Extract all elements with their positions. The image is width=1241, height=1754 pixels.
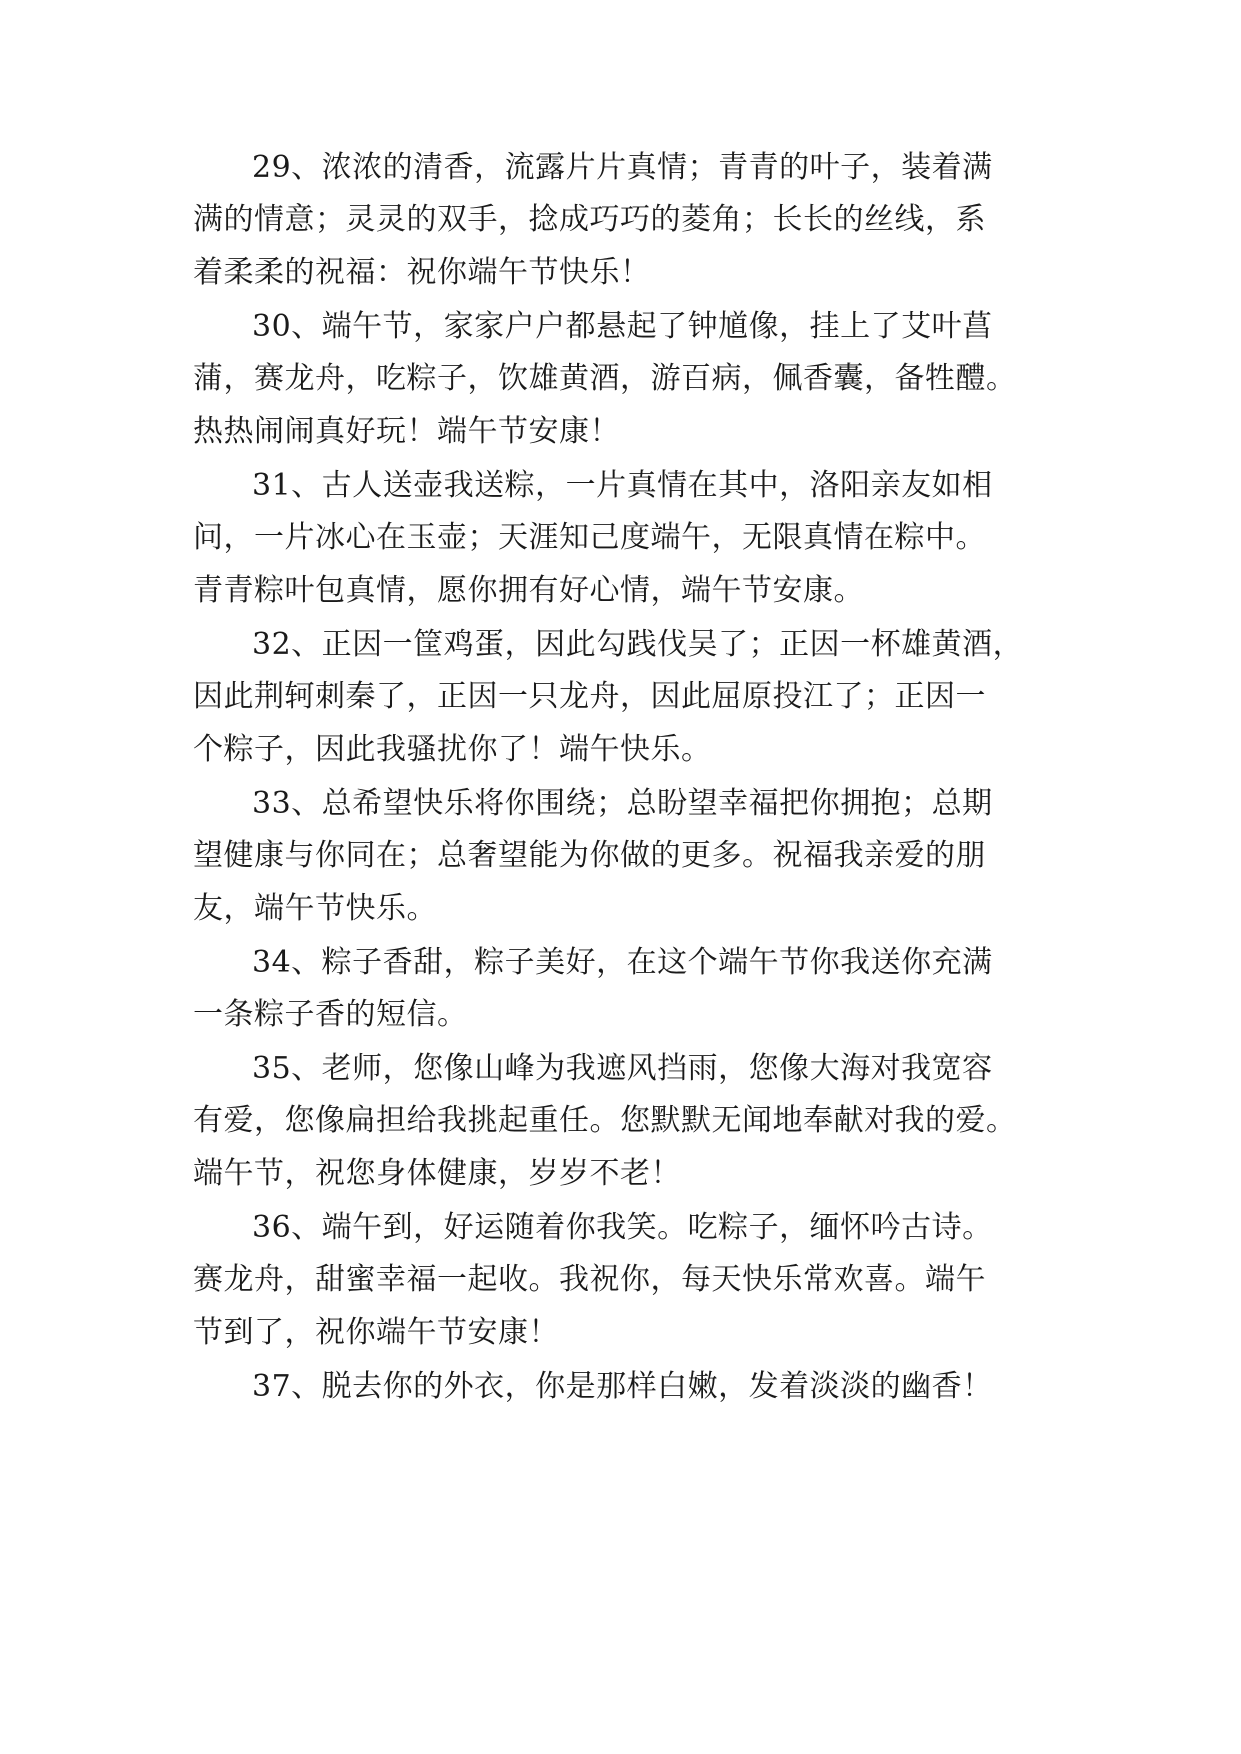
paragraph-32-line-1: 32、正因一筐鸡蛋，因此勾践伐吴了；正因一杯雄黄酒， — [252, 627, 1024, 662]
paragraph-36-line-1: 36、端午到，好运随着你我笑。吃粽子，缅怀吟古诗。 — [252, 1210, 993, 1245]
paragraph-31-line-3: 青青粽叶包真情，愿你拥有好心情，端午节安康。 — [193, 573, 864, 608]
paragraph-33-line-3: 友，端午节快乐。 — [193, 891, 437, 926]
paragraph-32-line-2: 因此荆轲刺秦了，正因一只龙舟，因此屈原投江了；正因一 — [193, 679, 986, 714]
paragraph-33-line-2: 望健康与你同在；总奢望能为你做的更多。祝福我亲爱的朋 — [193, 838, 986, 873]
paragraph-37-line-1: 37、脱去你的外衣，你是那样白嫩，发着淡淡的幽香！ — [252, 1369, 993, 1404]
paragraph-29-line-1: 29、浓浓的清香，流露片片真情；青青的叶子，装着满 — [252, 150, 993, 185]
paragraph-29-line-2: 满的情意；灵灵的双手，捻成巧巧的菱角；长长的丝线，系 — [193, 202, 986, 237]
paragraph-35-line-1: 35、老师，您像山峰为我遮风挡雨，您像大海对我宽容 — [252, 1051, 993, 1086]
paragraph-30-line-1: 30、端午节，家家户户都悬起了钟馗像，挂上了艾叶菖 — [252, 309, 993, 344]
paragraph-34-line-2: 一条粽子香的短信。 — [193, 997, 468, 1032]
paragraph-32-line-3: 个粽子，因此我骚扰你了！端午快乐。 — [193, 732, 712, 767]
paragraph-33-line-1: 33、总希望快乐将你围绕；总盼望幸福把你拥抱；总期 — [252, 786, 993, 821]
paragraph-36-line-3: 节到了，祝你端午节安康！ — [193, 1315, 559, 1350]
paragraph-30-line-3: 热热闹闹真好玩！端午节安康！ — [193, 414, 620, 449]
paragraph-34-line-1: 34、粽子香甜，粽子美好，在这个端午节你我送你充满 — [252, 945, 993, 980]
paragraph-29-line-3: 着柔柔的祝福：祝你端午节快乐！ — [193, 255, 651, 290]
paragraph-35-line-2: 有爱，您像扁担给我挑起重任。您默默无闻地奉献对我的爱。 — [193, 1103, 1017, 1138]
paragraph-35-line-3: 端午节，祝您身体健康，岁岁不老！ — [193, 1156, 681, 1191]
paragraph-36-line-2: 赛龙舟，甜蜜幸福一起收。我祝你，每天快乐常欢喜。端午 — [193, 1262, 986, 1297]
paragraph-30-line-2: 蒲，赛龙舟，吃粽子，饮雄黄酒，游百病，佩香囊，备牲醴。 — [193, 361, 1017, 396]
paragraph-31-line-2: 问，一片冰心在玉壶；天涯知己度端午，无限真情在粽中。 — [193, 520, 986, 555]
paragraph-31-line-1: 31、古人送壶我送粽，一片真情在其中，洛阳亲友如相 — [252, 468, 993, 503]
